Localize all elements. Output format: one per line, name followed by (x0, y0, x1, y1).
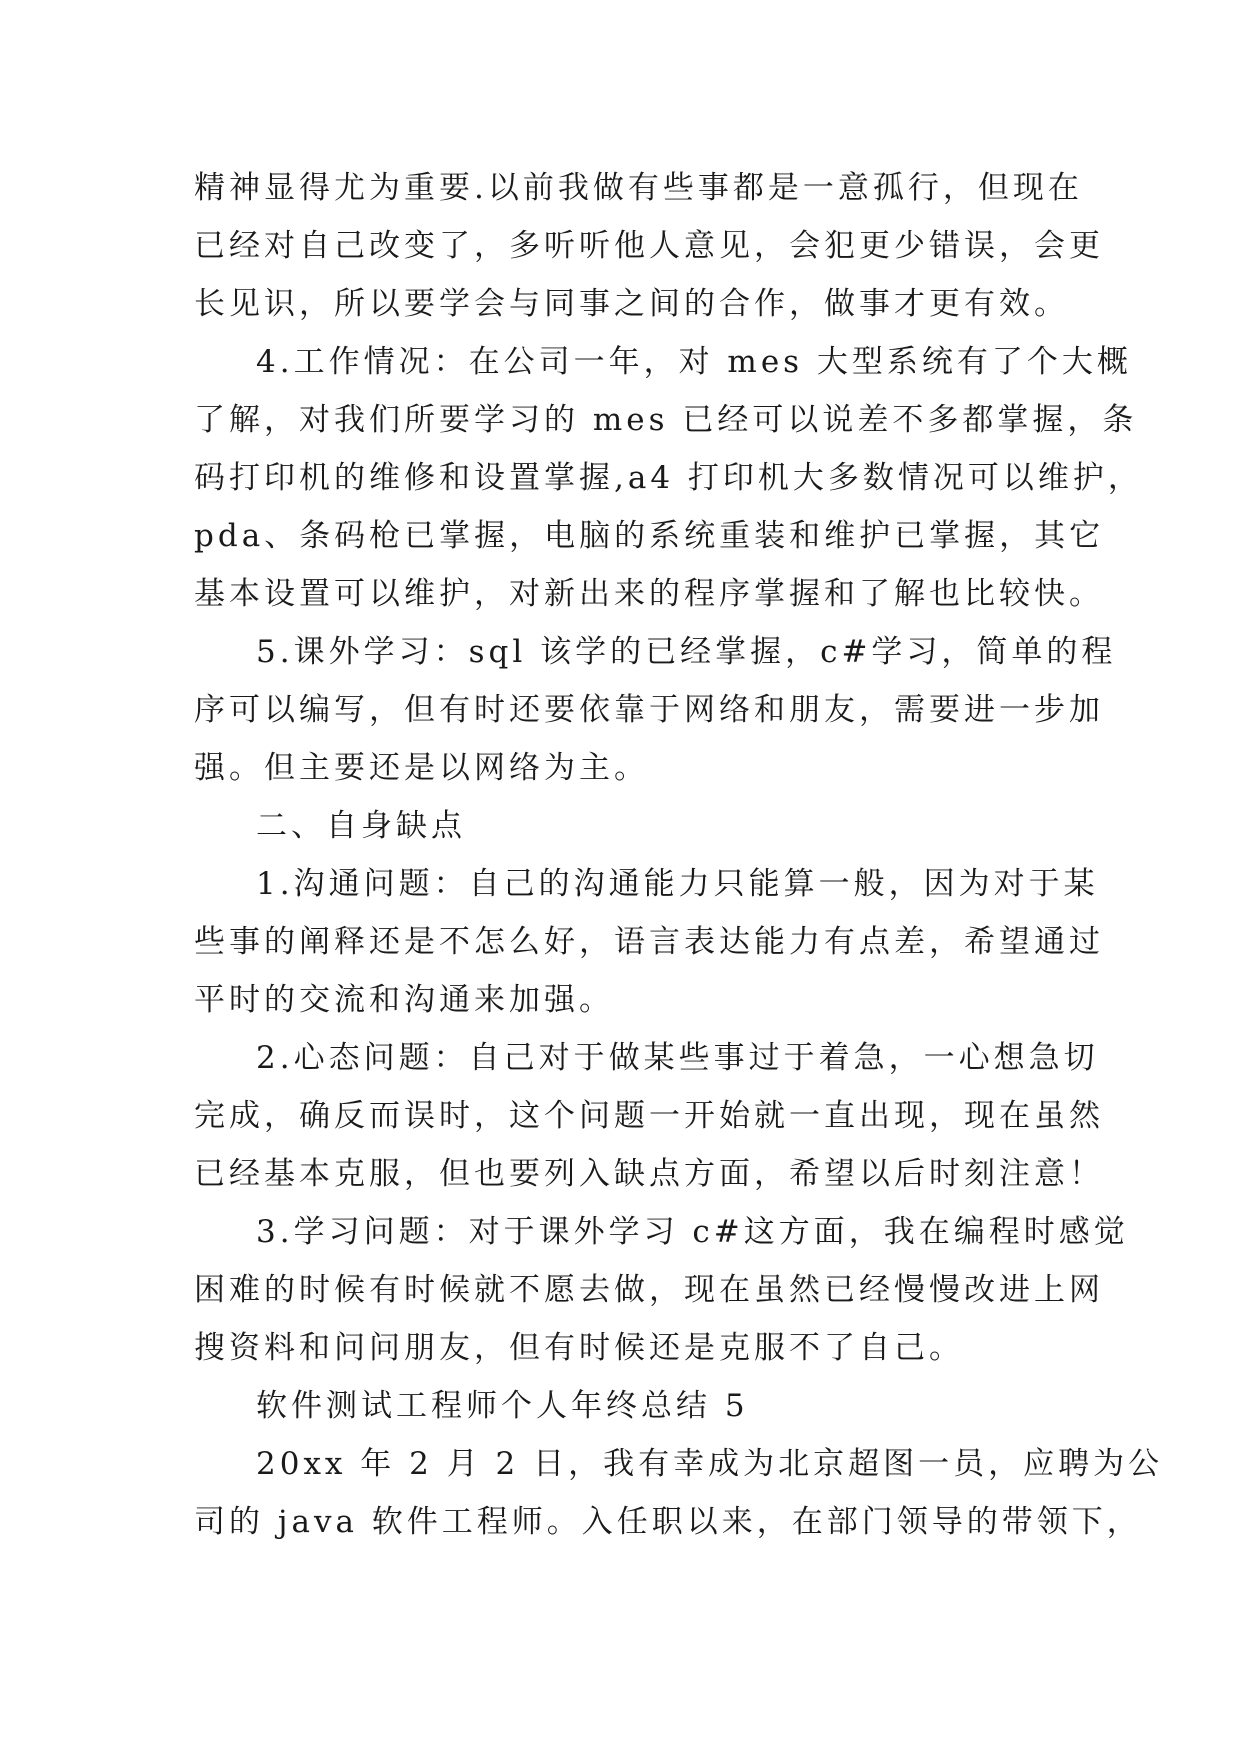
paragraph-line: 了解，对我们所要学习的 mes 已经可以说差不多都掌握，条 (194, 402, 1138, 438)
paragraph-line: pda、条码枪已掌握，电脑的系统重装和维护已掌握，其它 (194, 518, 1105, 554)
paragraph-line: 精神显得尤为重要.以前我做有些事都是一意孤行，但现在 (194, 170, 1083, 206)
document-title: 软件测试工程师个人年终总结 5 (256, 1388, 749, 1424)
paragraph-line: 2.心态问题：自己对于做某些事过于着急，一心想急切 (256, 1040, 1099, 1076)
paragraph-line: 强。但主要还是以网络为主。 (194, 750, 649, 786)
paragraph-line: 3.学习问题：对于课外学习 c#这方面，我在编程时感觉 (256, 1214, 1129, 1250)
paragraph-line: 搜资料和问问朋友，但有时候还是克服不了自己。 (194, 1330, 964, 1366)
paragraph-line: 已经对自己改变了，多听听他人意见，会犯更少错误，会更 (194, 228, 1104, 264)
paragraph-line: 5.课外学习：sql 该学的已经掌握，c#学习，简单的程 (256, 634, 1117, 670)
paragraph-line: 序可以编写，但有时还要依靠于网络和朋友，需要进一步加 (194, 692, 1104, 728)
paragraph-line: 码打印机的维修和设置掌握,a4 打印机大多数情况可以维护， (194, 460, 1143, 496)
paragraph-line: 司的 java 软件工程师。入任职以来，在部门领导的带领下， (194, 1504, 1142, 1540)
section-heading: 二、自身缺点 (256, 808, 466, 844)
paragraph-line: 4.工作情况：在公司一年，对 mes 大型系统有了个大概 (256, 344, 1132, 380)
paragraph-line: 1.沟通问题：自己的沟通能力只能算一般，因为对于某 (256, 866, 1099, 902)
paragraph-line: 长见识，所以要学会与同事之间的合作，做事才更有效。 (194, 286, 1069, 322)
paragraph-line: 困难的时候有时候就不愿去做，现在虽然已经慢慢改进上网 (194, 1272, 1104, 1308)
paragraph-line: 20xx 年 2 月 2 日，我有幸成为北京超图一员，应聘为公 (256, 1446, 1164, 1482)
paragraph-line: 已经基本克服，但也要列入缺点方面，希望以后时刻注意！ (194, 1156, 1104, 1192)
paragraph-line: 平时的交流和沟通来加强。 (194, 982, 614, 1018)
paragraph-line: 基本设置可以维护，对新出来的程序掌握和了解也比较快。 (194, 576, 1104, 612)
paragraph-line: 完成，确反而误时，这个问题一开始就一直出现，现在虽然 (194, 1098, 1104, 1134)
paragraph-line: 些事的阐释还是不怎么好，语言表达能力有点差，希望通过 (194, 924, 1104, 960)
